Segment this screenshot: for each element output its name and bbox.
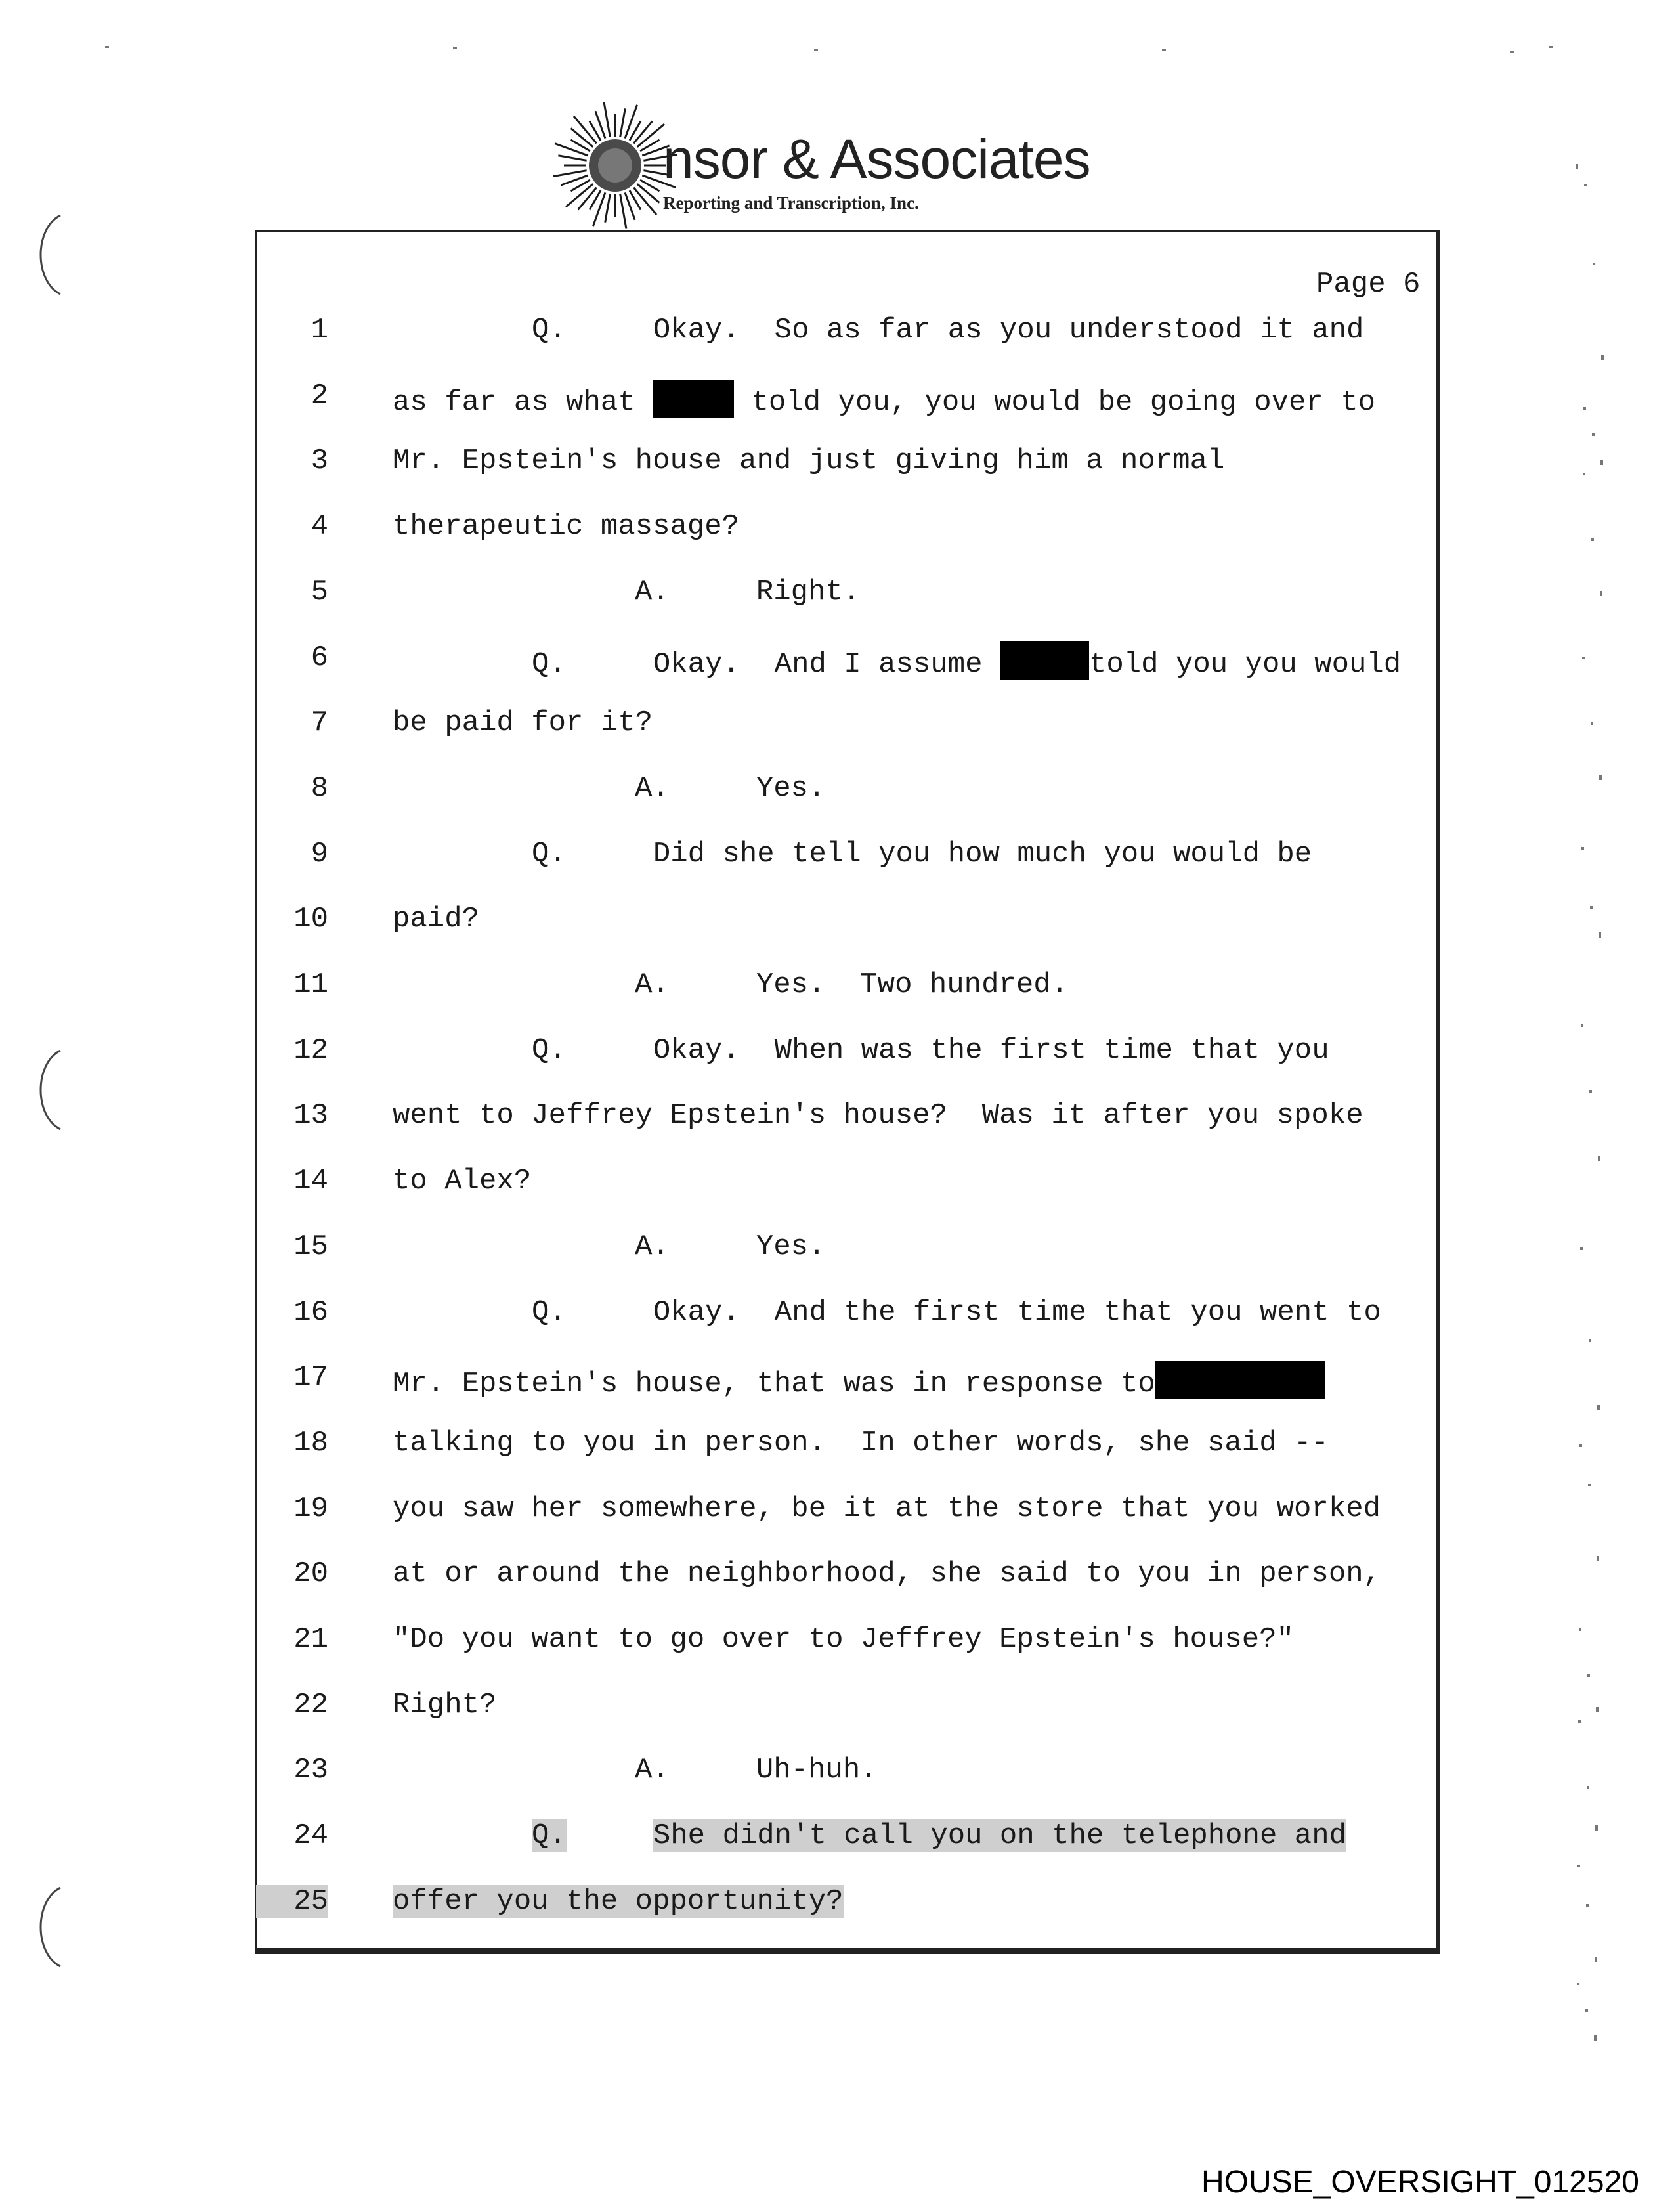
line-number: 15 [293,1230,328,1263]
scan-speck [1596,1707,1599,1712]
scan-speck [1591,538,1594,541]
line-text [532,1034,1329,1067]
text-segment: A. Uh-huh. [635,1754,878,1787]
line-text [393,1557,1381,1590]
text-segment: told you you would [1088,648,1402,681]
text-segment [567,1819,653,1852]
line-number: 21 [293,1623,328,1656]
text-segment: as far as what [393,386,653,419]
text-segment: Q. Okay. And I assume [532,648,1000,681]
transcript-line [0,1689,1438,1741]
line-text [393,1623,1294,1656]
line-text [532,838,1312,871]
scan-speck [1583,407,1586,410]
transcript-line [0,968,1438,1021]
scan-speck [1594,2035,1597,2041]
line-number: 14 [293,1165,328,1198]
redaction-box [1000,641,1089,680]
highlighted-text: offer you the opportunity? [393,1885,844,1918]
scan-speck [1162,49,1166,51]
transcript-line [0,1361,1438,1414]
text-segment: talking to you in person. In other words, she said -- [393,1427,1329,1460]
scan-speck [1593,263,1595,265]
line-number: 13 [293,1099,328,1132]
line-number: 18 [293,1427,328,1460]
scan-speck [1599,932,1601,938]
transcript-line [0,1819,1438,1872]
line-number: 10 [293,903,328,936]
scan-speck [1588,1484,1591,1486]
text-segment: be paid for it? [393,706,653,739]
transcript-line [0,772,1438,825]
text-segment: went to Jeffrey Epstein's house? Was it after you spoke [393,1099,1363,1132]
company-logo [553,100,1098,231]
line-number: 12 [293,1034,328,1067]
line-number: 9 [311,838,328,871]
scan-speck [1582,657,1585,659]
transcript-line [0,445,1438,497]
text-segment: Q. Did she tell you how much you would be [532,838,1312,871]
scan-speck [1589,1090,1592,1093]
line-number: 16 [293,1296,328,1329]
line-number: 20 [293,1557,328,1590]
scan-speck [1576,164,1578,169]
text-segment: Q. Okay. So as far as you understood it and [532,314,1364,347]
transcript-line [0,903,1438,955]
scan-speck [1597,1405,1600,1410]
transcript-line [0,510,1438,563]
line-text [635,968,1068,1001]
text-segment: you saw her somewhere, be it at the store that you worked [393,1492,1381,1525]
scan-speck [1510,51,1514,53]
line-number: 25 [256,1885,328,1918]
line-text [393,445,1224,477]
scan-speck [1592,433,1595,436]
text-segment: therapeutic massage? [393,510,740,543]
line-number: 8 [311,772,328,805]
page-number: Page 6 [1316,268,1421,301]
text-segment: "Do you want to go over to Jeffrey Epstein's house?" [393,1623,1295,1656]
scan-speck [1587,1786,1589,1789]
transcript-line [0,641,1438,694]
line-number: 3 [311,445,328,477]
transcript-line [0,1623,1438,1676]
transcript-line [0,1099,1438,1152]
scan-speck [105,46,109,48]
scan-speck [1587,1674,1590,1677]
scan-speck [1581,1024,1583,1027]
line-text [393,1165,531,1198]
scan-speck [1578,1720,1581,1723]
line-text [393,706,653,739]
line-number: 17 [293,1361,328,1394]
scan-speck [1598,1156,1600,1161]
scan-speck [1579,1444,1582,1447]
scan-speck [1589,1339,1591,1342]
transcript-line [0,1492,1438,1545]
line-text [393,380,1375,419]
hole-punch-mark [28,209,67,301]
line-number: 22 [293,1689,328,1722]
line-number: 23 [293,1754,328,1787]
highlighted-text: She didn't call you on the telephone and [653,1819,1347,1852]
scan-speck [453,47,457,49]
text-segment: A. Yes. Two hundred. [635,968,1069,1001]
transcript-line [0,838,1438,890]
scan-speck [1595,1957,1597,1962]
line-text [635,772,825,805]
transcript-line [0,314,1438,366]
line-number: 4 [311,510,328,543]
transcript-line [0,380,1438,432]
scan-speck [1600,460,1603,465]
line-text [393,1885,844,1918]
line-text [532,1296,1381,1329]
scan-speck [1591,722,1593,725]
scan-speck [1590,906,1593,909]
text-segment: A. Yes. [635,772,826,805]
hole-punch-mark [28,1044,67,1136]
scan-speck [1577,1983,1579,1985]
text-segment: at or around the neighborhood, she said to you in person, [393,1557,1381,1590]
scan-speck [1595,1825,1598,1831]
scan-speck [1549,46,1553,48]
scan-speck [1583,473,1585,475]
scan-speck [1577,1865,1580,1867]
transcript-line [0,1885,1438,1938]
line-text [393,1492,1381,1525]
sunburst-logo-icon [553,100,677,231]
transcript-line [0,1754,1438,1806]
line-number: 1 [311,314,328,347]
line-text [532,1819,1346,1852]
text-segment: Mr. Epstein's house and just giving him a normal [393,445,1225,477]
hole-punch-mark [28,1881,67,1973]
text-segment: A. Yes. [635,1230,826,1263]
company-tagline: Reporting and Transcription, Inc. [663,193,919,213]
line-number: 19 [293,1492,328,1525]
text-segment: A. Right. [635,576,861,609]
text-segment: paid? [393,903,480,936]
line-text [532,314,1363,347]
line-number: 6 [311,641,328,674]
redaction-box [653,380,734,418]
transcript-line [0,1557,1438,1610]
transcript-line [0,1427,1438,1479]
redaction-box [1155,1361,1325,1399]
line-text [635,1230,825,1263]
text-segment: Right? [393,1689,497,1722]
transcript-line [0,1230,1438,1283]
line-text [635,576,860,609]
scan-speck [1586,1904,1589,1907]
transcript-line [0,1296,1438,1349]
line-text [393,1361,1325,1400]
scan-speck [1585,2009,1588,2012]
scan-speck [814,49,818,51]
line-text [393,510,739,543]
bates-number: HOUSE_OVERSIGHT_012520 [1201,2165,1639,2200]
line-number: 24 [293,1819,328,1852]
transcript-line [0,1034,1438,1087]
text-segment: to Alex? [393,1165,532,1198]
text-segment: told you, you would be going over to [734,386,1376,419]
company-name: nsor & Associates [663,128,1090,190]
transcript-line [0,706,1438,759]
scan-speck [1597,1556,1599,1561]
text-segment: Mr. Epstein's house, that was in response to [393,1368,1155,1400]
text-segment: Q. Okay. And the first time that you went to [532,1296,1381,1329]
line-number: 5 [311,576,328,609]
transcript-line [0,1165,1438,1217]
text-segment: Q. Okay. When was the first time that you [532,1034,1329,1067]
transcript-line [0,576,1438,628]
line-number: 11 [293,968,328,1001]
line-text [393,1427,1329,1460]
scan-speck [1601,355,1604,360]
scan-speck [1580,1247,1583,1250]
scan-speck [1581,847,1584,850]
line-text [393,903,479,936]
scan-speck [1600,591,1602,596]
scan-speck [1599,775,1602,780]
highlighted-text: Q. [532,1819,567,1852]
scan-speck [1584,184,1587,186]
line-text [635,1754,878,1787]
scan-speck [1579,1628,1581,1631]
line-text [532,641,1401,681]
line-number: 2 [311,380,328,412]
line-number: 7 [311,706,328,739]
line-text [393,1689,496,1722]
line-text [393,1099,1363,1132]
